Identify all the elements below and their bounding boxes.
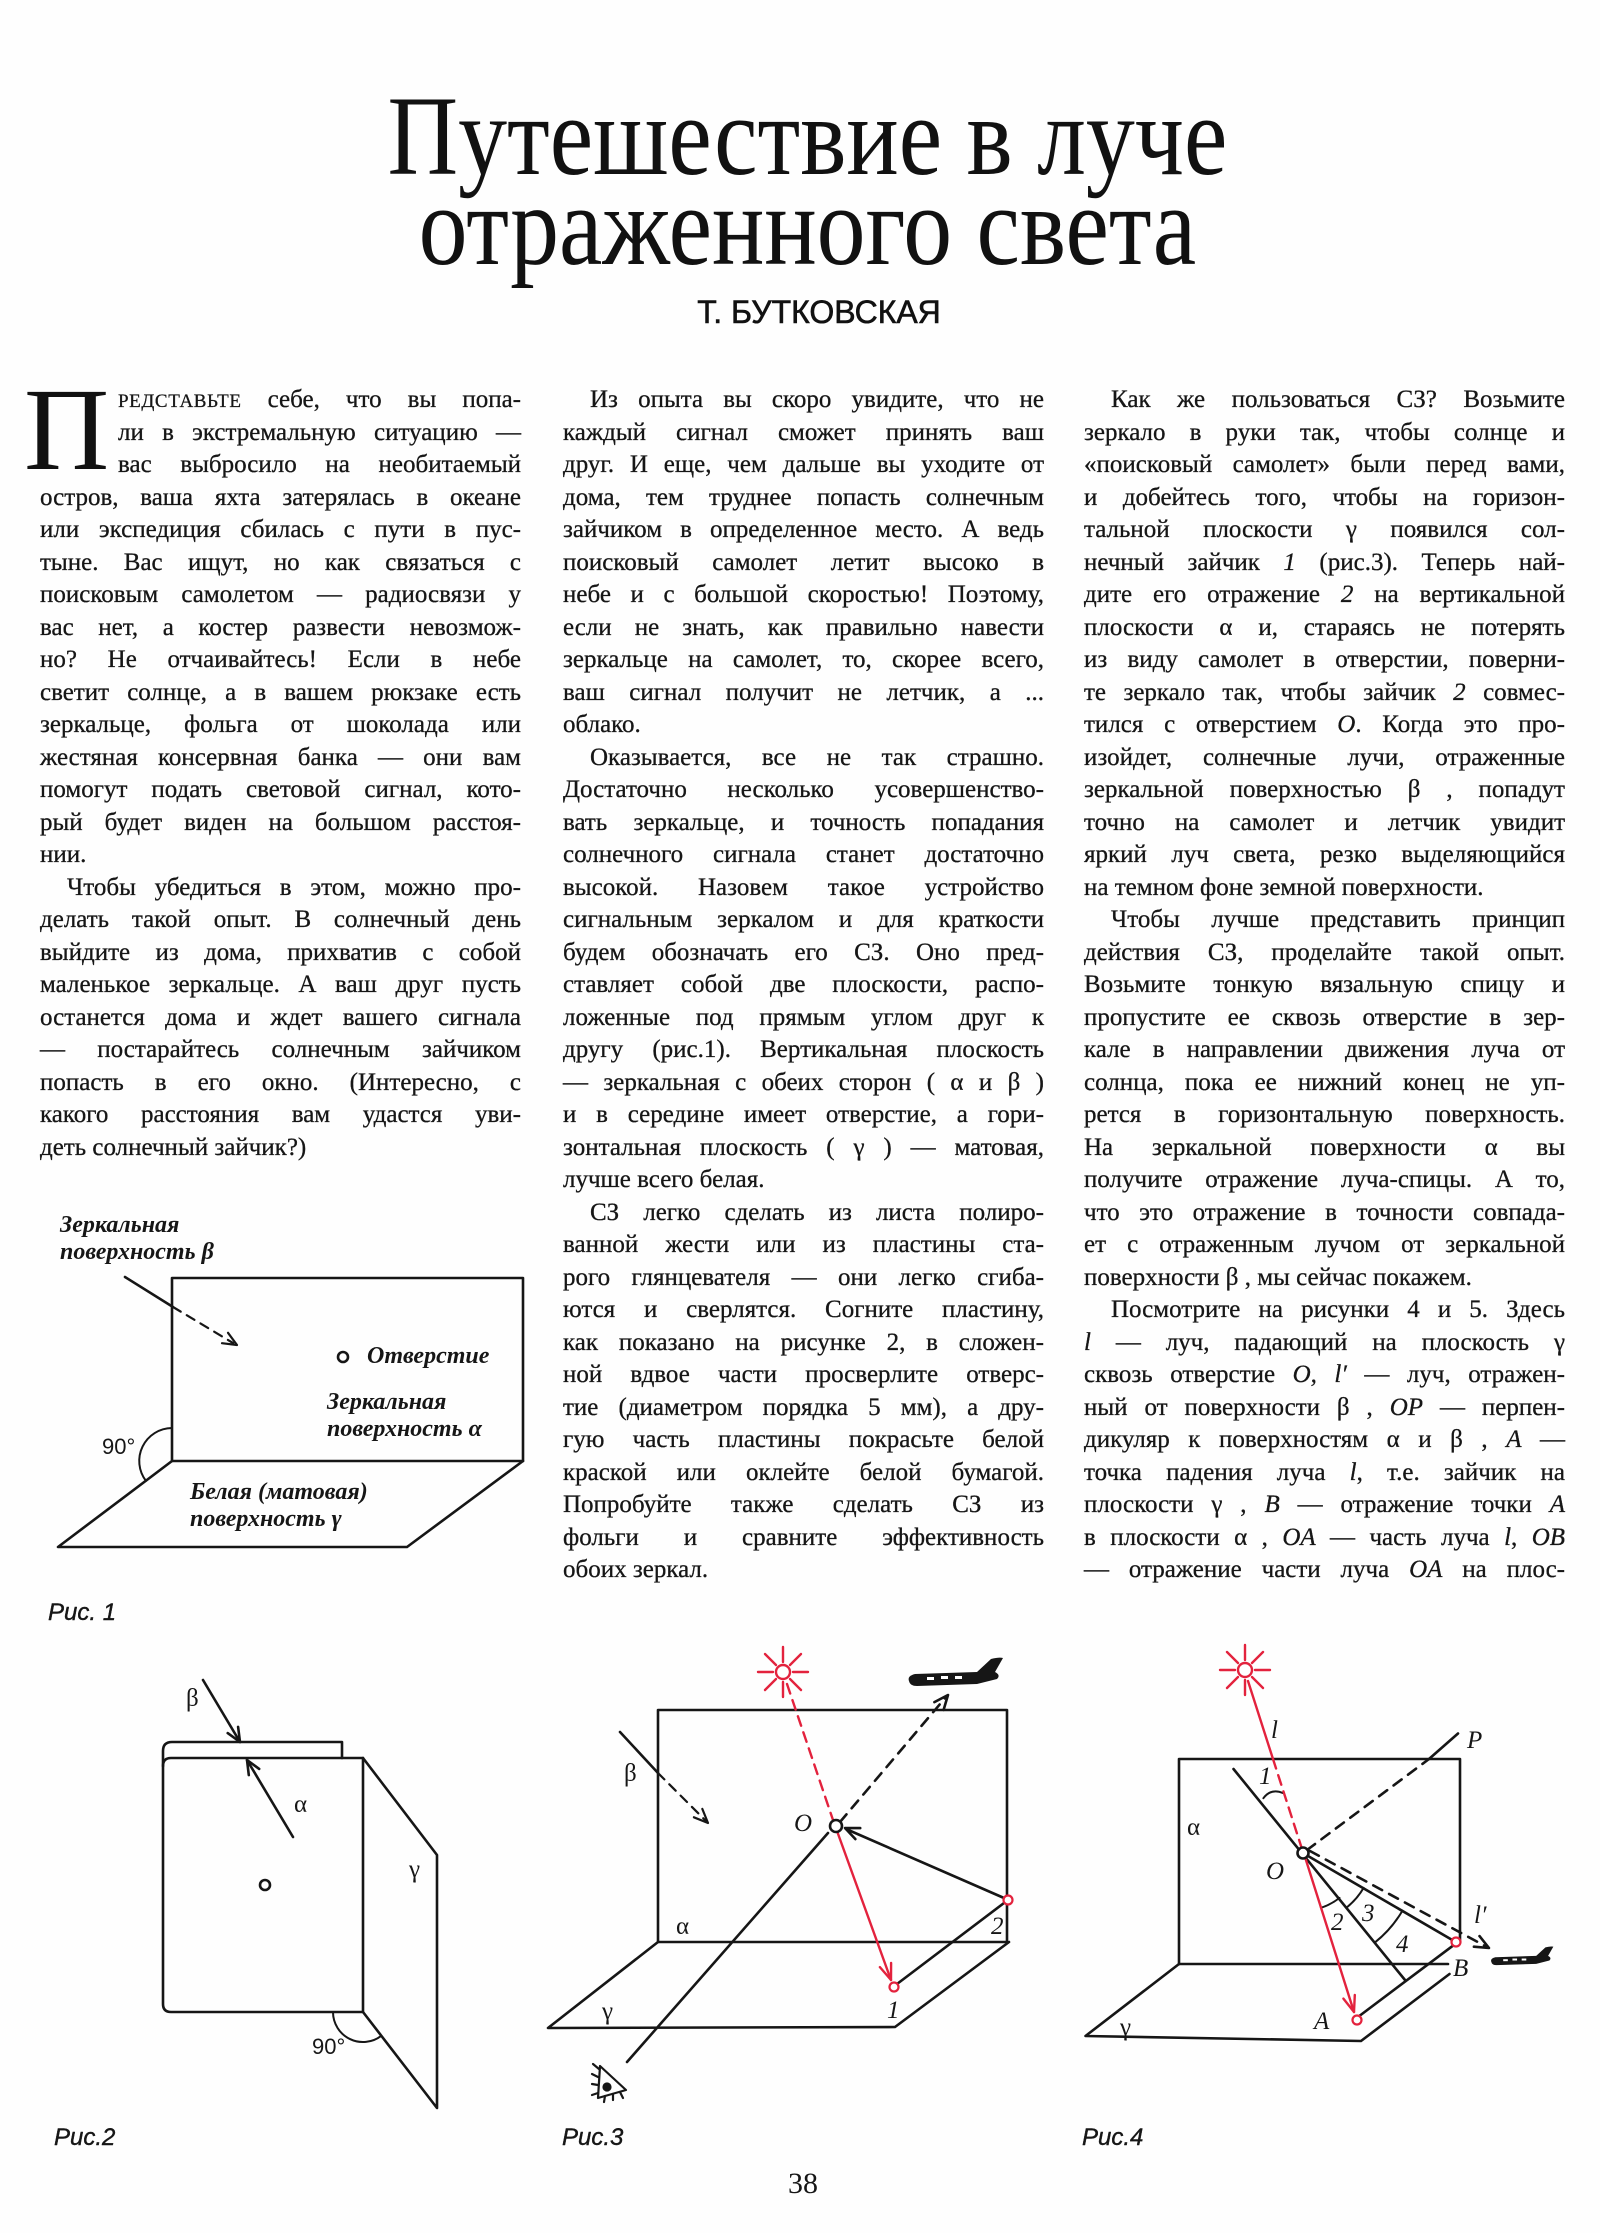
text-run: — луч, падающий на плоскость γ [1090, 1328, 1565, 1356]
figure-1-caption: Рис. 1 [48, 1599, 117, 1626]
text-run: тился с отверстием [1084, 711, 1338, 738]
figure-2 [54, 1680, 437, 2151]
text-line: что это отражение в точности совпада- [1084, 1198, 1565, 1226]
incident-ray-lower [1305, 1857, 1354, 2012]
text-line: зайчиком в определенное место. А ведь [563, 516, 1044, 543]
sun-icon [758, 1647, 808, 1697]
label-point-p: P [1467, 1727, 1483, 1754]
eye-icon [592, 2064, 626, 2102]
text-run: плоскости γ , [1084, 1491, 1265, 1518]
label-angle-1: 1 [1259, 1763, 1272, 1790]
label-beta: β [186, 1685, 199, 1712]
text-line: сигнальным зеркалом и для краткости [563, 906, 1044, 933]
text-line: лучше всего белая. [563, 1166, 765, 1193]
arrowhead [247, 1760, 259, 1775]
italic-symbol: OP [1389, 1393, 1424, 1421]
label-white-matte-2: поверхность γ [190, 1506, 342, 1532]
italic-symbol: 2 [1340, 581, 1354, 608]
sun-icon [1220, 1645, 1270, 1695]
text-run: сквозь отверстие [1084, 1361, 1293, 1388]
text-line: рого глянцевателя — они легко сгиба- [563, 1263, 1044, 1291]
text-line: СЗ легко сделать из листа полиро- [590, 1198, 1044, 1226]
arrowhead [845, 1828, 860, 1839]
label-mirror-beta-2: поверхность β [60, 1239, 214, 1265]
incident-ray-upper [1248, 1681, 1273, 1759]
text-line: если не знать, как правильно навести [563, 613, 1044, 641]
text-line: какого расстояния вам удастся уви- [40, 1101, 521, 1128]
label-ray-l: l [1271, 1717, 1278, 1744]
text-run: , [1511, 1523, 1532, 1551]
text-run: дикуляр к поверхностям α и β , [1084, 1426, 1507, 1453]
text-line: зонтальная плоскость ( γ ) — матовая, [563, 1133, 1044, 1161]
text-line: Оказывается, все не так страшно. [590, 743, 1044, 771]
italic-symbol: l [1084, 1328, 1091, 1356]
white-plane-gamma [363, 1758, 437, 2108]
pointer-line-dashed [173, 1307, 233, 1343]
horizontal-plane [1086, 1964, 1450, 2041]
text-line: фольги и сравните эффективность [563, 1523, 1044, 1551]
text-line: маленькое зеркальце. А ваш друг пусть [40, 971, 521, 998]
spot-1-to-2-line [897, 1903, 1004, 1984]
text-line: помогут подать световой сигнал, кото- [40, 776, 521, 803]
italic-symbol: OA [1409, 1556, 1443, 1583]
segment-ab [1359, 1944, 1454, 2016]
text-line: Как же пользоваться СЗ? Возьмите [1111, 386, 1565, 413]
vertical-mirror-plane [658, 1710, 1007, 1942]
beta-pointer [620, 1732, 658, 1773]
text-line: делать такой опыт. В солнечный день [40, 906, 521, 933]
label-mirror-alpha-1: Зеркальная [327, 1389, 447, 1415]
drop-cap: П [24, 364, 110, 495]
label-hole-o: O [794, 1810, 813, 1837]
sight-line [627, 1833, 828, 2062]
text-line [1084, 579, 1565, 612]
text-line: остров, ваша яхта затерялась в океане [40, 483, 521, 511]
incident-ray-dashed [1273, 1759, 1302, 1849]
text-line: поисковый самолет летит высоко в [563, 548, 1044, 576]
arrowhead [694, 1809, 708, 1823]
text-line: ванной жести или из пластины ста- [563, 1231, 1044, 1258]
figure-4 [1082, 1645, 1553, 2151]
text-line [1084, 1359, 1565, 1392]
label-alpha: α [294, 1791, 308, 1818]
text-line: Попробуйте также сделать СЗ из [563, 1491, 1044, 1518]
text-line: Достаточно несколько усовершенство- [563, 776, 1044, 803]
arrowhead [228, 1727, 240, 1742]
reflected-ray-l-prime [1310, 1851, 1486, 1947]
spot-2-marker [1004, 1896, 1013, 1905]
text-line: солнечного сигнала станет достаточно [563, 841, 1044, 868]
figure-1 [48, 1212, 523, 1626]
alpha-pointer [247, 1760, 293, 1837]
title-text-1: Путешествие в луче [387, 74, 1227, 199]
text-line: рется в горизонтальную поверхность. [1084, 1101, 1565, 1128]
text-line [1084, 677, 1565, 710]
italic-symbol: 1 [1283, 548, 1296, 576]
text-line: другу (рис.1). Вертикальная плоскость [563, 1036, 1044, 1063]
label-angle-4: 4 [1396, 1931, 1409, 1958]
text-line: из виду самолет в отверстии, поверни- [1084, 646, 1565, 673]
text-run: точка падения луча [1084, 1458, 1350, 1486]
text-line: яркий луч света, резко выделяющийся [1084, 841, 1565, 868]
label-beta: β [624, 1760, 637, 1787]
text-line: попасть в его окно. (Интересно, с [40, 1068, 521, 1096]
reflected-ray-ob [1308, 1856, 1454, 1941]
text-line [1084, 1424, 1565, 1457]
angle-3-arc [1347, 1888, 1364, 1907]
text-run: ный от поверхности β , [1084, 1393, 1390, 1421]
text-line: будем обозначать его СЗ. Оно пред- [563, 938, 1044, 966]
arrowhead [222, 1333, 237, 1345]
text-line: гую часть пластины покрасьте белой [563, 1426, 1044, 1453]
text-line [1084, 709, 1565, 742]
text-run: . Когда это про- [1355, 711, 1565, 738]
text-line: поисковым самолетом — радиосвязи у [40, 581, 521, 608]
normal-op [1429, 1734, 1458, 1760]
text-line: ваш сигнал получит не летчик, а ... [563, 678, 1044, 706]
text-line [40, 384, 521, 417]
text-line: действия СЗ, проделайте такой опыт. [1084, 938, 1565, 966]
figure-4-caption: Рис.4 [1082, 2124, 1144, 2151]
right-angle-arc [139, 1428, 172, 1481]
text-line: тие (диаметром порядка 5 мм), а дру- [563, 1393, 1044, 1421]
hole-marker [260, 1880, 270, 1890]
label-point-a: A [1314, 2008, 1330, 2035]
beta-pointer-dashed [658, 1773, 706, 1821]
folded-strip [163, 1742, 342, 1766]
text-run: те зеркало так, чтобы зайчик [1084, 678, 1454, 706]
label-ray-l-prime: l′ [1474, 1902, 1487, 1929]
label-hole-o: O [1266, 1858, 1285, 1885]
arrowhead [1474, 1936, 1489, 1948]
incident-ray [837, 1831, 891, 1980]
text-run: нечный зайчик [1084, 548, 1284, 576]
italic-symbol: OA [1282, 1523, 1316, 1551]
needle-line [1234, 1769, 1406, 1980]
text-line [1084, 1457, 1565, 1490]
text-line: — постарайтесь солнечным зайчиком [40, 1036, 521, 1063]
text-column-2 [563, 384, 1044, 1587]
text-line: Из опыта вы скоро увидите, что не [590, 386, 1044, 413]
text-line: ложенные под прямым углом друг к [563, 1003, 1044, 1031]
text-line: ной вдвое части просверлите отверс- [563, 1361, 1044, 1388]
right-angle-arc [333, 2012, 381, 2042]
text-line: пропустите ее сквозь отверстие в зер- [1084, 1003, 1565, 1031]
text-line: — зеркальная с обеих сторон ( α и β ) [563, 1068, 1044, 1096]
text-line: друг. И еще, чем дальше вы уходите от [563, 451, 1044, 478]
label-spot-1: 1 [887, 1997, 900, 2024]
text-line [1084, 547, 1565, 580]
text-line: вас выбросило на необитаемый [118, 451, 521, 478]
text-line: получите отражение луча-спицы. А то, [1084, 1166, 1565, 1193]
label-gamma: γ [409, 1856, 421, 1883]
text-run: дите его отражение [1084, 581, 1341, 608]
text-run: — [1521, 1426, 1565, 1453]
text-run: — отражение части луча [1084, 1556, 1410, 1583]
label-hole: Отверстие [367, 1343, 490, 1369]
horizontal-plane [548, 1942, 1009, 2028]
title-line-2 [7, 164, 1600, 289]
italic-symbol: 2 [1453, 678, 1466, 706]
text-line: как показано на рисунке 2, в сложен- [563, 1328, 1044, 1356]
small-caps-word: РЕДСТАВЬТЕ [118, 391, 242, 412]
label-point-b: B [1453, 1955, 1469, 1982]
angle-2-arc [1321, 1898, 1340, 1908]
text-line: и в середине имеет отверстие, а гори- [563, 1101, 1044, 1128]
text-run: себе, что вы попа- [241, 386, 521, 413]
text-line: Чтобы лучше представить принцип [1111, 906, 1565, 933]
label-mirror-alpha-2: поверхность α [327, 1416, 482, 1442]
text-line: Чтобы убедиться в этом, можно про- [67, 873, 521, 901]
label-alpha: α [1187, 1814, 1201, 1841]
text-line: нии. [40, 841, 87, 868]
text-line: ли в экстремальную ситуацию — [118, 418, 521, 446]
text-line: жестяная консервная банка — они вам [40, 743, 521, 771]
text-line: кале в направлении движения луча от [1084, 1036, 1565, 1063]
horizontal-matte-plane [58, 1461, 523, 1547]
text-line [1084, 1489, 1565, 1522]
arrowhead [880, 1963, 891, 1980]
text-line: тыне. Вас ищут, но как связаться с [40, 548, 521, 576]
text-line: но? Не отчаивайтесь! Если в небе [40, 646, 521, 673]
text-line: ет с отраженным лучом от зеркальной [1084, 1231, 1565, 1258]
label-spot-2: 2 [991, 1913, 1004, 1940]
text-line: на темном фоне земной поверхности. [1084, 873, 1484, 901]
text-line: зеркальце, фольга от шоколада или [40, 711, 521, 738]
beta-pointer [203, 1680, 240, 1742]
spot-1-marker [890, 1983, 899, 1992]
pointer-line [125, 1277, 173, 1307]
text-line: краской или оклейте белой бумагой. [563, 1458, 1044, 1486]
text-line: изойдет, солнечные лучи, отраженные [1084, 743, 1565, 771]
text-line [1084, 1392, 1565, 1425]
italic-symbol: OB [1531, 1523, 1566, 1551]
text-line [1084, 1522, 1565, 1555]
text-line: рый будет виден на большом расстоя- [40, 808, 521, 836]
point-b-marker [1452, 1938, 1461, 1947]
text-line: Посмотрите на рисунки 4 и 5. Здесь [1111, 1296, 1565, 1323]
label-angle-90: 90° [312, 2034, 346, 2059]
text-line: Возьмите тонкую вязальную спицу и [1084, 971, 1565, 998]
incident-ray-dashed [787, 1684, 833, 1820]
text-line: деть солнечный зайчик?) [40, 1133, 307, 1161]
text-line: тальной плоскости γ появился сол- [1084, 516, 1565, 543]
text-run: на вертикальной [1353, 581, 1565, 608]
text-line: зеркальной поверхностью β , попадут [1084, 776, 1565, 803]
text-run: — перпен- [1423, 1393, 1566, 1421]
text-line: солнца, пока ее нижний конец не уп- [1084, 1068, 1565, 1096]
italic-symbol: l [1349, 1458, 1357, 1486]
text-run: в плоскости α , [1084, 1523, 1283, 1551]
text-line: небе и с большой скоростью! Поэтому, [563, 581, 1044, 608]
normal-op-dashed [1307, 1759, 1429, 1850]
italic-symbol: A [1549, 1491, 1565, 1518]
text-run: — часть луча [1315, 1523, 1505, 1551]
text-line: останется дома и ждет вашего сигнала [40, 1003, 521, 1031]
sun-ray-red [1248, 1681, 1461, 2025]
arrowhead [1343, 1995, 1354, 2012]
airplane-icon [1491, 1946, 1553, 1965]
text-run: — луч, отражен- [1346, 1361, 1566, 1388]
figure-2-caption: Рис.2 [54, 2124, 116, 2151]
text-run: , т.е. зайчик на [1356, 1458, 1565, 1486]
label-gamma: γ [602, 1998, 614, 2025]
text-run: (рис.3). Теперь най- [1295, 548, 1565, 576]
text-column-3 [1084, 384, 1565, 1587]
text-line: и добейтесь того, чтобы на горизон- [1084, 483, 1565, 511]
vertical-mirror-plane [1179, 1759, 1460, 1964]
arrowhead [934, 1695, 948, 1710]
sun-rays-red [787, 1684, 1013, 1992]
text-line: плоскости α и, стараясь не потерять [1084, 613, 1565, 641]
label-gamma: γ [1120, 2014, 1132, 2041]
airplane-icon [909, 1658, 1003, 1686]
text-line: поверхности β , мы сейчас покажем. [1084, 1263, 1472, 1291]
angle-4-arc [1375, 1911, 1402, 1943]
text-line: ются и сверлятся. Согните пластину, [563, 1296, 1044, 1323]
folded-mirror-part [163, 1758, 363, 2012]
reflected-ray-to-plane [840, 1697, 946, 1822]
text-line: вас нет, а костер развести невозмож- [40, 613, 521, 641]
text-line: высокой. Назовем такое устройство [563, 873, 1044, 901]
text-line [1084, 1327, 1565, 1360]
text-line: зеркало в руки так, чтобы солнце и [1084, 418, 1565, 446]
italic-symbol: B [1264, 1491, 1280, 1518]
text-line: точно на самолет и летчик увидит [1084, 808, 1565, 836]
text-line: облако. [563, 711, 641, 738]
text-line: зеркальце на самолет, то, скорее всего, [563, 646, 1044, 673]
text-line: обоих зеркал. [563, 1556, 709, 1583]
text-line: выйдите из дома, прихватив с собой [40, 938, 521, 966]
text-line: дома, тем труднее попасть солнечным [563, 483, 1044, 511]
text-line: На зеркальной поверхности α вы [1084, 1133, 1565, 1161]
italic-symbol: О [1337, 711, 1356, 738]
label-angle-2: 2 [1331, 1909, 1344, 1936]
page-number: 38 [788, 2167, 818, 2200]
text-line: «поисковый самолет» были перед вами, [1084, 451, 1565, 478]
text-run: — отражение точки [1279, 1491, 1550, 1518]
hole-o-marker [830, 1820, 842, 1832]
point-a-marker [1353, 2016, 1362, 2025]
title-text-2: отраженного света [418, 164, 1196, 289]
label-angle-3: 3 [1362, 1900, 1375, 1927]
text-line: или экспедиция сбилась с пути в пус- [40, 516, 521, 543]
text-run: на плос- [1442, 1556, 1566, 1583]
author-byline: Т. БУТКОВСКАЯ [697, 294, 941, 330]
text-line: вать зеркальце, и точность попадания [563, 808, 1044, 836]
text-run: совмес- [1465, 678, 1565, 706]
hole-o-marker [1298, 1848, 1309, 1859]
label-white-matte-1: Белая (матовая) [190, 1479, 368, 1505]
figure-3 [548, 1647, 1013, 2151]
text-line [1084, 1554, 1565, 1587]
angle-1-arc [1263, 1791, 1282, 1798]
reflection-2-ray [846, 1829, 1004, 1898]
text-line: каждый сигнал сможет принять ваш [563, 418, 1044, 446]
label-mirror-beta-1: Зеркальная [60, 1212, 180, 1238]
label-alpha: α [676, 1913, 690, 1940]
italic-symbol: A [1506, 1426, 1522, 1453]
text-line: ставляет собой две плоскости, распо- [563, 971, 1044, 998]
vertical-mirror-plane [172, 1278, 523, 1461]
label-angle-90: 90° [102, 1434, 136, 1459]
text-line: светит солнце, а в вашем рюкзаке есть [40, 678, 521, 706]
italic-symbol: О, l′ [1292, 1361, 1347, 1388]
text-column-1 [40, 384, 521, 1164]
figure-3-caption: Рис.3 [562, 2124, 624, 2151]
hole-marker [338, 1352, 348, 1362]
italic-symbol: l [1504, 1523, 1512, 1551]
